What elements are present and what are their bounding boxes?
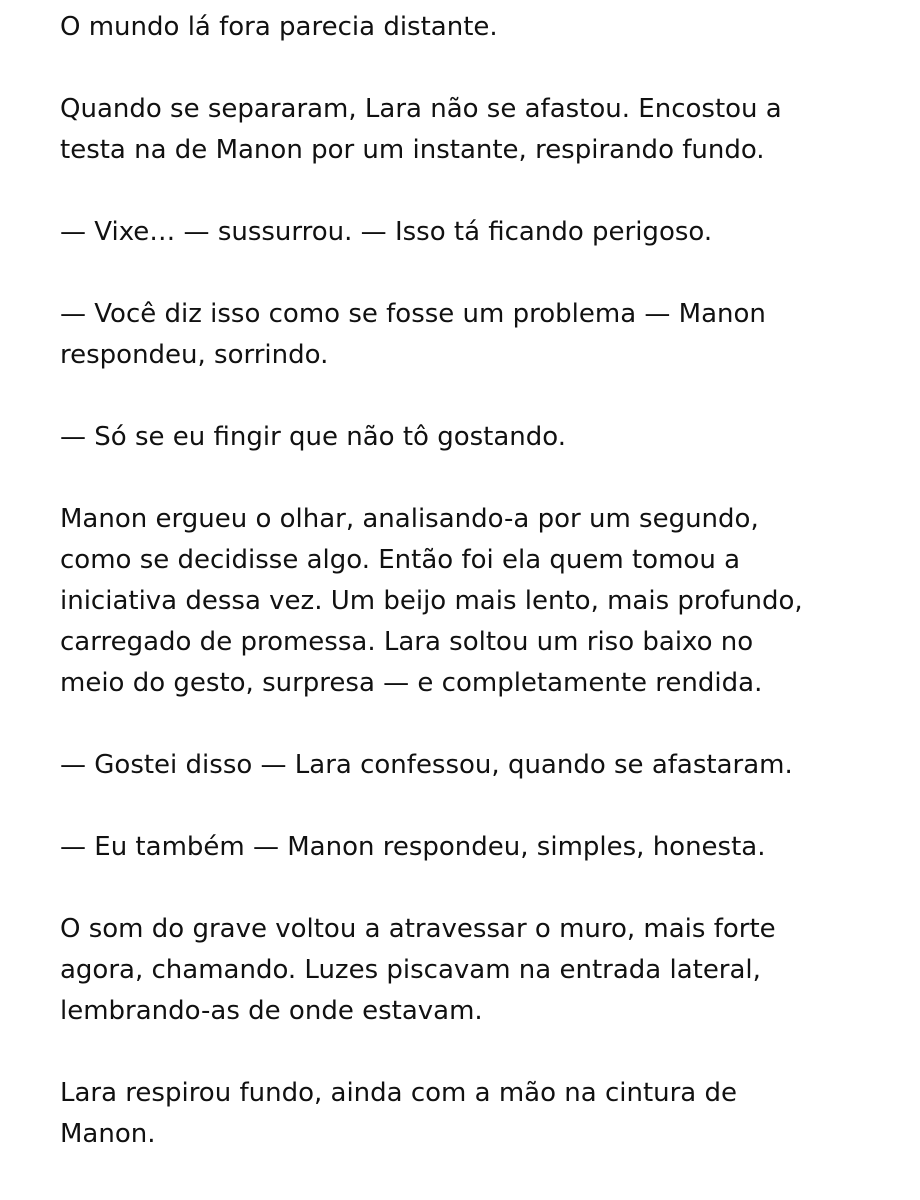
text-line: O som do grave voltou a atravessar o muro, mais forte xyxy=(60,914,776,944)
text-line: O mundo lá fora parecia distante. xyxy=(60,12,498,42)
paragraph-7 xyxy=(60,745,880,786)
paragraph-6 xyxy=(60,499,880,704)
text-line: testa na de Manon por um instante, respirando fundo. xyxy=(60,135,765,165)
text-line: respondeu, sorrindo. xyxy=(60,340,329,370)
text-line: agora, chamando. Luzes piscavam na entrada lateral, xyxy=(60,955,761,985)
text-line: Lara respirou fundo, ainda com a mão na cintura de xyxy=(60,1078,738,1108)
paragraph-1 xyxy=(60,7,880,48)
text-line: iniciativa dessa vez. Um beijo mais lento, mais profundo, xyxy=(60,586,803,616)
text-line: — Você diz isso como se fosse um problema — Manon xyxy=(60,299,766,329)
paragraph-4 xyxy=(60,294,880,376)
text-line: meio do gesto, surpresa — e completamente rendida. xyxy=(60,668,763,698)
paragraph-3 xyxy=(60,212,880,253)
text-line: Quando se separaram, Lara não se afastou. Encostou a xyxy=(60,94,782,124)
paragraph-8 xyxy=(60,827,880,868)
text-line: — Eu também — Manon respondeu, simples, honesta. xyxy=(60,832,766,862)
text-line: carregado de promessa. Lara soltou um riso baixo no xyxy=(60,627,754,657)
paragraph-9 xyxy=(60,909,880,1032)
text-line: — Gostei disso — Lara confessou, quando se afastaram. xyxy=(60,750,793,780)
paragraph-2 xyxy=(60,89,880,171)
text-line: Manon. xyxy=(60,1119,156,1149)
paragraph-10 xyxy=(60,1073,880,1155)
text-line: — Vixe… — sussurrou. — Isso tá ficando perigoso. xyxy=(60,217,713,247)
text-line: Manon ergueu o olhar, analisando-a por um segundo, xyxy=(60,504,759,534)
text-line: como se decidisse algo. Então foi ela quem tomou a xyxy=(60,545,740,575)
text-line: — Só se eu fingir que não tô gostando. xyxy=(60,422,566,452)
text-line: lembrando-as de onde estavam. xyxy=(60,996,483,1026)
paragraph-5 xyxy=(60,417,880,458)
